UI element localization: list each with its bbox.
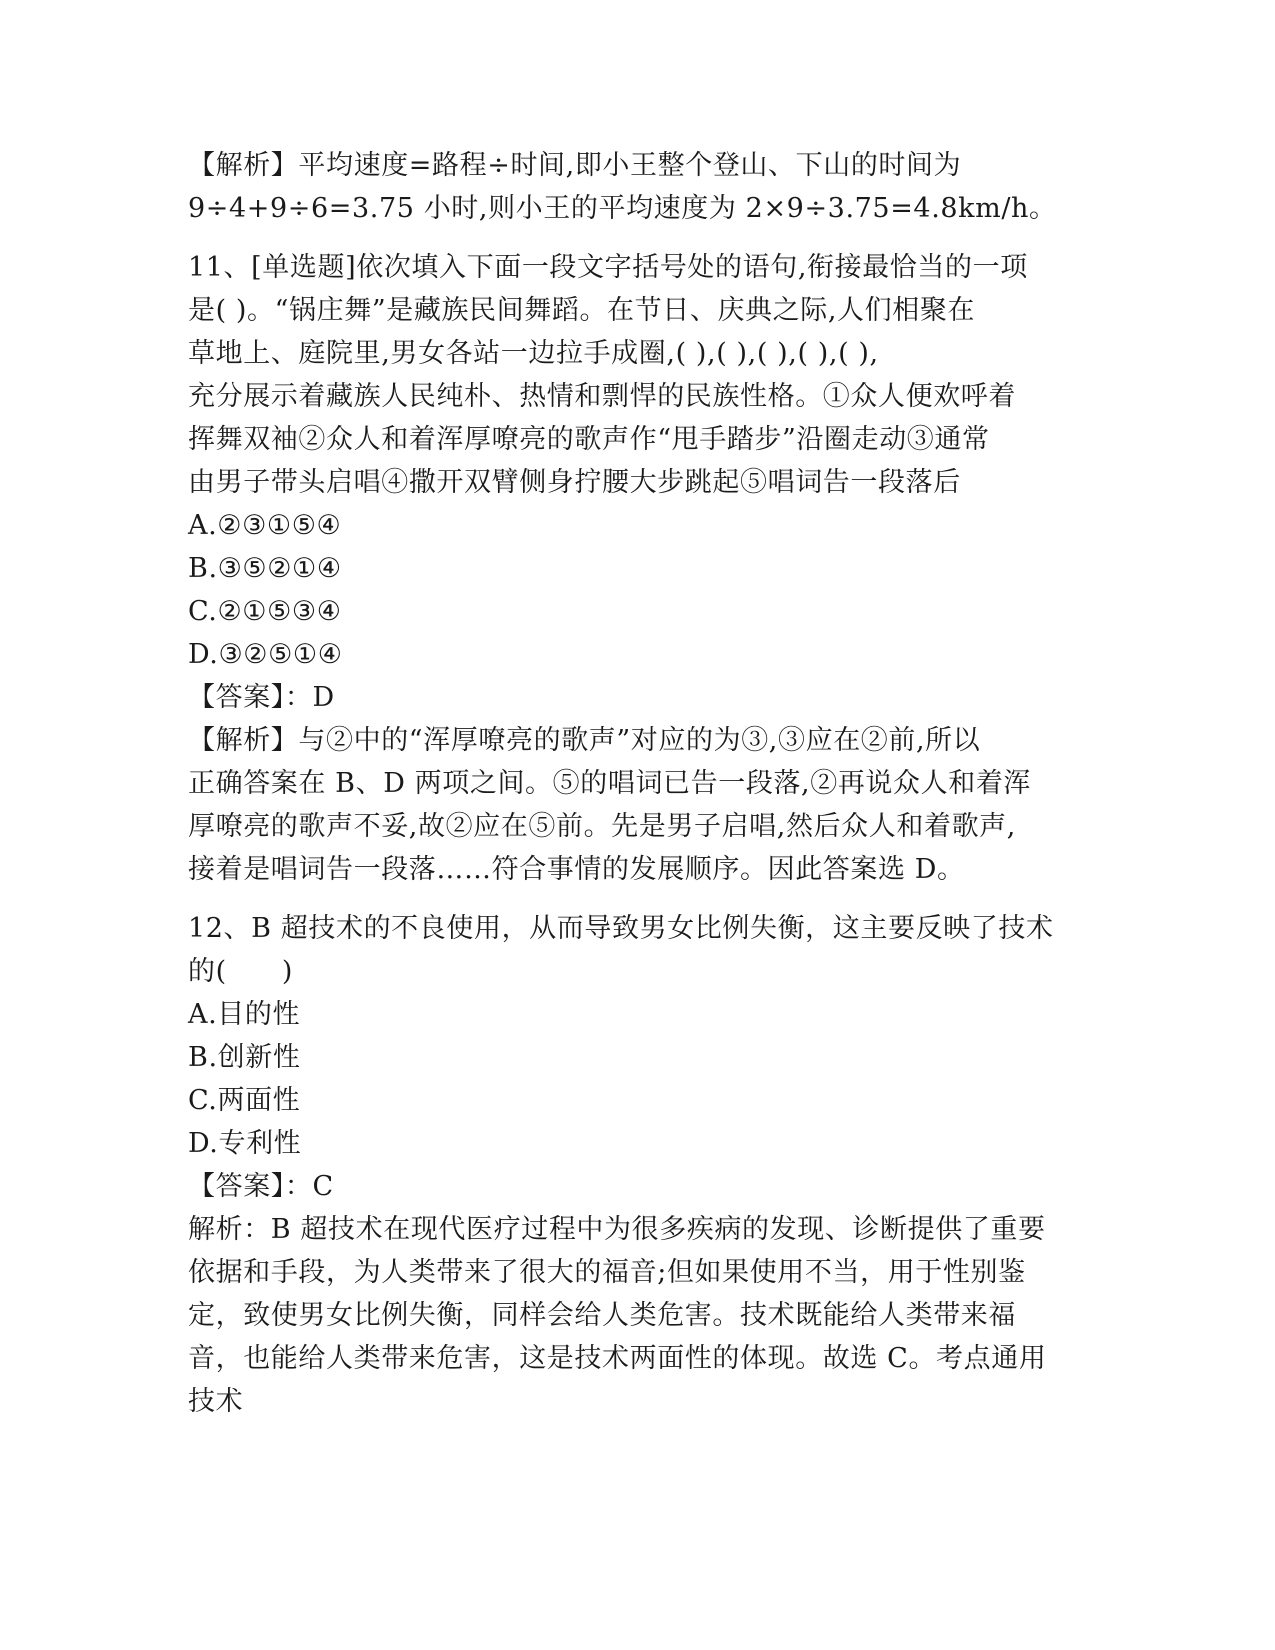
q11-question-line: 充分展示着藏族人民纯朴、热情和剽悍的民族性格。①众人便欢呼着 <box>188 381 1016 412</box>
q11-question-line: 草地上、庭院里,男女各站一边拉手成圈,( ),( ),( ),( ),( ), <box>188 338 879 369</box>
q10-analysis-line: 9÷4+9÷6=3.75 小时,则小王的平均速度为 2×9÷3.75=4.8km/h。 <box>188 193 1057 224</box>
q10-analysis <box>188 144 1088 230</box>
q12-analysis-line: 技术 <box>188 1386 244 1417</box>
q12-analysis-line: 解析：B 超技术在现代医疗过程中为很多疾病的发现、诊断提供了重要 <box>188 1214 1046 1245</box>
q12-analysis <box>188 1208 1088 1423</box>
q11-question-line: 挥舞双袖②众人和着浑厚嘹亮的歌声作“甩手踏步”沿圈走动③通常 <box>188 424 990 455</box>
q12-question-line: 12、B 超技术的不良使用，从而导致男女比例失衡，这主要反映了技术 <box>188 913 1054 944</box>
q12-option-a: A.目的性 <box>188 999 301 1030</box>
q12-option-c: C.两面性 <box>188 1085 301 1116</box>
q11-analysis-line: 正确答案在 B、D 两项之间。⑤的唱词已告一段落,②再说众人和着浑 <box>188 768 1032 799</box>
q12-question <box>188 907 1088 993</box>
q12-option-b: B.创新性 <box>188 1042 301 1073</box>
q11-question-line: 11、[单选题]依次填入下面一段文字括号处的语句,衔接最恰当的一项 <box>188 252 1028 283</box>
q11-analysis-line: 接着是唱词告一段落……符合事情的发展顺序。因此答案选 D。 <box>188 854 965 885</box>
q11-answer: 【答案】：D <box>188 682 335 713</box>
q12-block <box>188 907 1088 1423</box>
q11-question-line: 由男子带头启唱④撒开双臂侧身拧腰大步跳起⑤唱词告一段落后 <box>188 467 961 498</box>
q12-option-d: D.专利性 <box>188 1128 302 1159</box>
document-content <box>188 144 1088 1423</box>
q11-analysis-line: 厚嘹亮的歌声不妥,故②应在⑤前。先是男子启唱,然后众人和着歌声, <box>188 811 1016 842</box>
q11-analysis-line: 【解析】与②中的“浑厚嘹亮的歌声”对应的为③,③应在②前,所以 <box>188 725 981 756</box>
q11-options <box>188 504 1088 676</box>
q11-option-d: D.③②⑤①④ <box>188 639 343 670</box>
q12-analysis-line: 音，也能给人类带来危害，这是技术两面性的体现。故选 C。考点通用 <box>188 1343 1047 1374</box>
q12-options <box>188 993 1088 1165</box>
q12-answer: 【答案】：C <box>188 1171 334 1202</box>
q12-question-line: 的( ) <box>188 956 294 987</box>
q11-option-c: C.②①⑤③④ <box>188 596 342 627</box>
q12-analysis-line: 定，致使男女比例失衡，同样会给人类危害。技术既能给人类带来福 <box>188 1300 1016 1331</box>
q12-analysis-line: 依据和手段，为人类带来了很大的福音;但如果使用不当，用于性别鉴 <box>188 1257 1026 1288</box>
q11-question-line: 是( )。“锅庄舞”是藏族民间舞蹈。在节日、庆典之际,人们相聚在 <box>188 295 976 326</box>
q11-analysis <box>188 719 1088 891</box>
q11-option-b: B.③⑤②①④ <box>188 553 342 584</box>
q11-option-a: A.②③①⑤④ <box>188 510 342 541</box>
q11-block <box>188 246 1088 891</box>
q10-analysis-line: 【解析】平均速度=路程÷时间,即小王整个登山、下山的时间为 <box>188 150 962 181</box>
q11-question <box>188 246 1088 504</box>
